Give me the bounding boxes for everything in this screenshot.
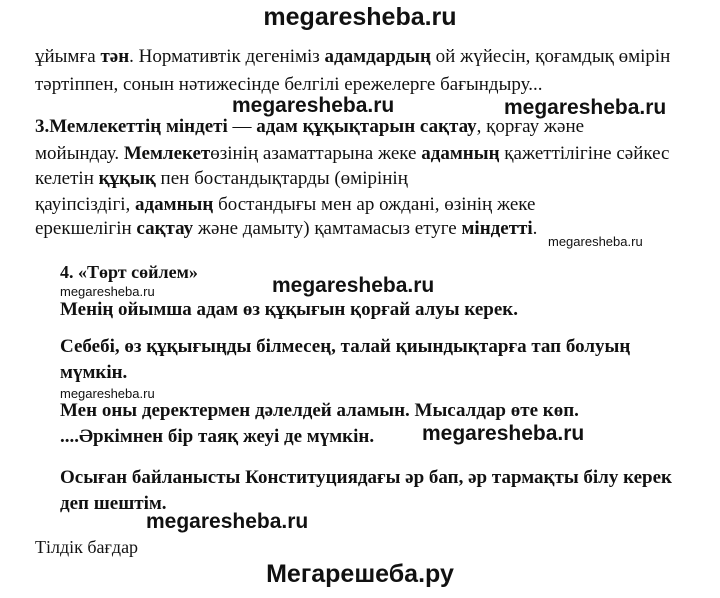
section4-sentence-3: Мен оны деректермен дәлелдей аламын. Мысалдар өте көп.: [60, 400, 579, 421]
section3-bold: сақтау: [136, 218, 194, 239]
watermark: megaresheba.ru: [60, 386, 155, 401]
tail-label: Тілдік бағдар: [35, 537, 139, 557]
section3-bold: Мемлекет: [123, 143, 211, 164]
section3-text: .: [532, 218, 538, 239]
section3-text: , қорғау және: [476, 116, 585, 137]
intro-text: ой жүйесін, қоғамдық өмірін: [430, 46, 671, 67]
section4-sentence-4-line-1: Осыған байланысты Конституциядағы әр бап, әр тармақты білу керек: [60, 467, 672, 488]
intro-line-1: [35, 44, 670, 70]
header-site-brand: megaresheba.ru: [263, 3, 457, 31]
section3-bold: міндетті: [461, 218, 533, 239]
section3-bold: құқық: [98, 168, 156, 189]
section3-bold: адамның: [421, 143, 500, 164]
watermark: megaresheba.ru: [422, 422, 585, 445]
section3-text: мойындау.: [35, 143, 124, 164]
section3-text: келетін: [35, 168, 99, 189]
section4-sentence-2-line-1: Себебі, өз құқығыңды білмесең, талай қиындықтарға тап болуың: [60, 336, 631, 357]
intro-bold-word: тән: [100, 46, 130, 67]
section3-line-5: [35, 216, 537, 242]
footer-site-brand: Мегарешеба.ру: [266, 560, 454, 588]
section3-line-1: [35, 114, 584, 140]
section3-line-3: [35, 166, 408, 192]
watermark: megaresheba.ru: [232, 94, 395, 117]
section3-text: —: [227, 116, 257, 137]
section3-line-4: [35, 192, 535, 218]
watermark: megaresheba.ru: [272, 274, 435, 297]
section3-text: және дамыту) қамтамасыз етуге: [193, 218, 462, 239]
section3-text: өзінің азаматтарына жеке: [210, 143, 422, 164]
watermark: megaresheba.ru: [60, 284, 155, 299]
intro-line-2: тәртіппен, сонын нәтижесінде белгілі ережелерге бағындыру...: [35, 74, 543, 95]
section3-text: қажеттілігіне сәйкес: [499, 143, 670, 164]
section4-title: 4. «Төрт сөйлем»: [60, 262, 198, 282]
section3-text: бостандығы мен ар ождані, өзінің жеке: [213, 194, 536, 215]
intro-text: ұйымға: [35, 46, 101, 67]
intro-bold-word: адамдардың: [324, 46, 431, 67]
intro-text: . Нормативтік дегеніміз: [129, 46, 325, 67]
section4-sentence-4-line-2: деп шештім.: [60, 493, 167, 514]
section3-line-2: [35, 141, 669, 167]
section3-text: пен бостандықтарды (өмірінің: [155, 168, 408, 189]
section4-sentence-1: Менің ойымша адам өз құқығын қорғай алуы керек.: [60, 299, 518, 320]
section3-text: ерекшелігін: [35, 218, 137, 239]
watermark: megaresheba.ru: [146, 510, 309, 533]
watermark: megaresheba.ru: [548, 234, 643, 249]
section3-bold: адамның: [135, 194, 214, 215]
section4-sentence-2-line-2: мүмкін.: [60, 362, 128, 383]
watermark: megaresheba.ru: [504, 96, 667, 119]
section3-text: қауіпсіздігі,: [35, 194, 136, 215]
section3-heading: 3.Мемлекеттің міндеті: [35, 116, 228, 137]
section4-sentence-3b: ....Әркімнен бір таяқ жеуі де мүмкін.: [60, 426, 375, 447]
section3-bold: адам құқықтарын сақтау: [256, 116, 477, 137]
